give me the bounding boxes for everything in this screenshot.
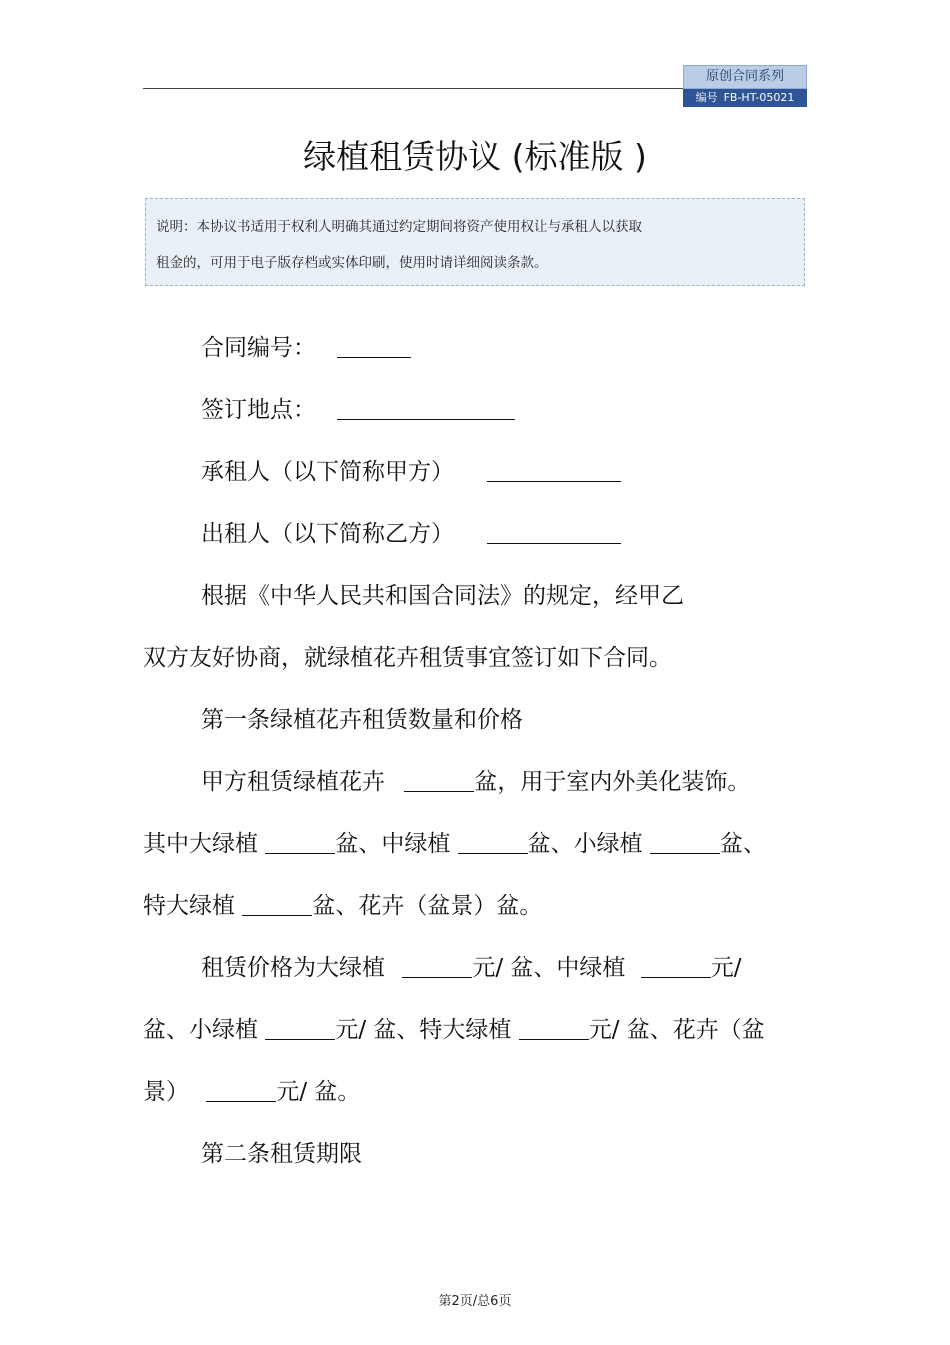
price-l3-b: 元/ 盆。: [276, 1079, 361, 1105]
blank: [519, 1017, 589, 1040]
sign-place-label: 签订地点：: [201, 397, 316, 423]
intro-line-1: 根据《中华人民共和国合同法》的规定，经甲乙: [201, 583, 684, 609]
price-line-2: [143, 999, 809, 1061]
price-l2-c: 元/ 盆、花卉（盆: [588, 1017, 765, 1043]
blank: [641, 955, 711, 978]
a1-l2-b: 盆、中绿植: [335, 831, 451, 857]
blank: [650, 831, 720, 854]
page-title: 绿植租赁协议 (标准版 ): [303, 137, 647, 176]
contract-no-blank: [337, 335, 411, 358]
a1-l2-d: 盆、: [719, 831, 766, 857]
a1-l1-a: 甲方租赁绿植花卉: [201, 769, 385, 795]
lessee-blank: [487, 459, 621, 482]
blank: [206, 1079, 276, 1102]
price-l1-c: 元/: [710, 955, 742, 981]
blank: [458, 831, 528, 854]
code-label: 编号: [695, 91, 718, 104]
a1-l2-c: 盆、小绿植: [527, 831, 643, 857]
contract-no-label: 合同编号：: [201, 335, 316, 361]
intro-line-2: 双方友好协商，就绿植花卉租赁事宜签订如下合同。: [143, 645, 672, 671]
note-line-2: 租金的，可用于电子版存档或实体印刷，使用时请详细阅读条款。: [156, 255, 548, 271]
sign-place-blank: [337, 397, 515, 420]
price-l2-b: 元/ 盆、特大绿植: [335, 1017, 512, 1043]
price-l2-a: 盆、小绿植: [143, 1017, 258, 1043]
article-2-title: 第二条租赁期限: [201, 1141, 362, 1167]
article-1-line-3: [143, 875, 809, 937]
lessee-row: [143, 441, 809, 503]
series-badge: [683, 65, 807, 107]
note-box: [145, 198, 805, 286]
price-line-3: [143, 1061, 809, 1123]
lessor-blank: [487, 521, 621, 544]
article-1-title: 第一条绿植花卉租赁数量和价格: [201, 707, 523, 733]
a1-l2-a: 其中大绿植: [143, 831, 258, 857]
blank: [402, 955, 472, 978]
price-l3-a: 景）: [143, 1079, 189, 1105]
page-number: 第2页/总6页: [438, 1294, 512, 1309]
lessee-label: 承租人（以下简称甲方）: [201, 459, 454, 485]
a1-l3-a: 特大绿植: [143, 893, 235, 919]
code-value: FB-HT-05021: [723, 91, 795, 104]
contract-no-row: [143, 317, 809, 379]
article-1-line-1: [143, 751, 809, 813]
blank: [265, 831, 335, 854]
lessor-row: [143, 503, 809, 565]
lessor-label: 出租人（以下简称乙方）: [201, 521, 454, 547]
series-label: 原创合同系列: [683, 65, 807, 89]
article-1-line-2: [143, 813, 809, 875]
blank: [404, 769, 474, 792]
a1-l1-b: 盆，用于室内外美化装饰。: [474, 769, 751, 795]
price-l1-a: 租赁价格为大绿植: [201, 955, 385, 981]
price-l1-b: 元/ 盆、中绿植: [472, 955, 626, 981]
blank: [265, 1017, 335, 1040]
price-line-1: [143, 937, 809, 999]
blank: [242, 893, 312, 916]
a1-l3-b: 盆、花卉（盆景）盆。: [312, 893, 543, 919]
note-line-1: 说明：本协议书适用于权利人明确其通过约定期间将资产使用权让与承租人以获取: [156, 219, 642, 235]
sign-place-row: [143, 379, 809, 441]
series-code: [683, 89, 807, 107]
